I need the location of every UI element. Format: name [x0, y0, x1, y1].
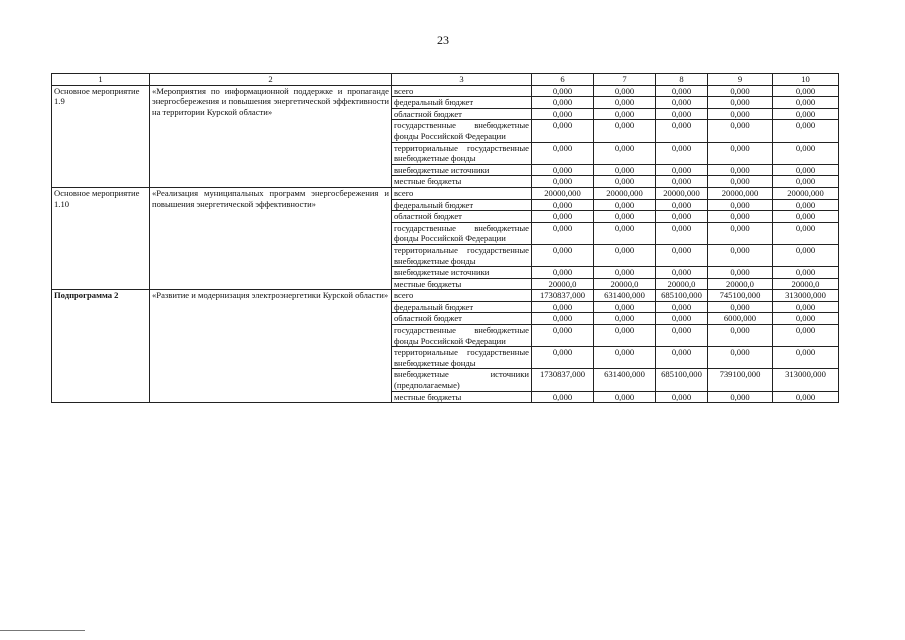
funding-source-cell: федеральный бюджет: [392, 97, 532, 109]
amount-cell: 0,000: [594, 267, 656, 279]
amount-cell: 0,000: [532, 313, 594, 325]
amount-cell: 20000,0: [532, 278, 594, 290]
amount-cell: 6000,000: [708, 313, 773, 325]
amount-cell: 0,000: [594, 211, 656, 223]
amount-cell: 0,000: [532, 301, 594, 313]
funding-source-cell: местные бюджеты: [392, 176, 532, 188]
amount-cell: 20000,000: [532, 187, 594, 199]
measure-description-cell: «Развитие и модернизация электроэнергетики Курской области»: [150, 290, 392, 403]
amount-cell: 1730837,000: [532, 290, 594, 302]
amount-cell: 0,000: [594, 313, 656, 325]
amount-cell: 0,000: [532, 199, 594, 211]
amount-cell: 0,000: [656, 176, 708, 188]
header-row: [52, 74, 839, 86]
amount-cell: 0,000: [656, 142, 708, 164]
amount-cell: 0,000: [773, 199, 839, 211]
amount-cell: 0,000: [594, 244, 656, 266]
amount-cell: 0,000: [532, 97, 594, 109]
amount-cell: 0,000: [532, 325, 594, 347]
amount-cell: 0,000: [656, 391, 708, 403]
amount-cell: 0,000: [532, 211, 594, 223]
amount-cell: 0,000: [773, 222, 839, 244]
funding-source-cell: всего: [392, 187, 532, 199]
amount-cell: 0,000: [708, 347, 773, 369]
amount-cell: 0,000: [656, 222, 708, 244]
amount-cell: 0,000: [532, 164, 594, 176]
amount-cell: 0,000: [656, 199, 708, 211]
funding-source-cell: всего: [392, 290, 532, 302]
measure-name-cell: Основное мероприятие 1.9: [52, 85, 150, 187]
amount-cell: 0,000: [708, 85, 773, 97]
budget-table-body: [52, 85, 839, 403]
amount-cell: 0,000: [708, 211, 773, 223]
amount-cell: 0,000: [532, 108, 594, 120]
amount-cell: 20000,0: [773, 278, 839, 290]
amount-cell: 20000,0: [708, 278, 773, 290]
amount-cell: 0,000: [656, 313, 708, 325]
amount-cell: 0,000: [594, 199, 656, 211]
amount-cell: 685100,000: [656, 369, 708, 391]
amount-cell: 0,000: [594, 97, 656, 109]
amount-cell: 0,000: [594, 142, 656, 164]
funding-source-cell: всего: [392, 85, 532, 97]
amount-cell: 0,000: [773, 244, 839, 266]
amount-cell: 0,000: [594, 347, 656, 369]
amount-cell: 0,000: [773, 267, 839, 279]
amount-cell: 0,000: [656, 108, 708, 120]
amount-cell: 0,000: [708, 199, 773, 211]
measure-name-cell: Подпрограмма 2: [52, 290, 150, 403]
funding-source-cell: территориальные государственные внебюджетные фонды: [392, 244, 532, 266]
funding-source-cell: федеральный бюджет: [392, 301, 532, 313]
amount-cell: 1730837,000: [532, 369, 594, 391]
amount-cell: 0,000: [708, 325, 773, 347]
funding-source-cell: территориальные государственные внебюджетные фонды: [392, 142, 532, 164]
amount-cell: 0,000: [708, 301, 773, 313]
header-cell-col10: 10: [773, 74, 839, 86]
funding-source-cell: областной бюджет: [392, 313, 532, 325]
amount-cell: 0,000: [773, 108, 839, 120]
amount-cell: 0,000: [656, 325, 708, 347]
amount-cell: 0,000: [708, 176, 773, 188]
funding-source-cell: областной бюджет: [392, 108, 532, 120]
funding-source-cell: государственные внебюджетные фонды Российской Федерации: [392, 120, 532, 142]
amount-cell: 0,000: [594, 301, 656, 313]
amount-cell: 631400,000: [594, 290, 656, 302]
amount-cell: 0,000: [708, 120, 773, 142]
amount-cell: 0,000: [656, 347, 708, 369]
amount-cell: 0,000: [532, 120, 594, 142]
amount-cell: 0,000: [532, 391, 594, 403]
amount-cell: 0,000: [773, 301, 839, 313]
amount-cell: 0,000: [532, 244, 594, 266]
header-cell-col3: 3: [392, 74, 532, 86]
amount-cell: 0,000: [773, 120, 839, 142]
header-cell-col9: 9: [708, 74, 773, 86]
amount-cell: 0,000: [773, 176, 839, 188]
amount-cell: 20000,0: [594, 278, 656, 290]
amount-cell: 0,000: [656, 301, 708, 313]
amount-cell: 0,000: [773, 325, 839, 347]
amount-cell: 0,000: [773, 164, 839, 176]
amount-cell: 0,000: [656, 211, 708, 223]
amount-cell: 745100,000: [708, 290, 773, 302]
amount-cell: 739100,000: [708, 369, 773, 391]
amount-cell: 0,000: [656, 97, 708, 109]
amount-cell: 0,000: [708, 108, 773, 120]
amount-cell: 0,000: [532, 176, 594, 188]
amount-cell: 0,000: [594, 85, 656, 97]
amount-cell: 0,000: [656, 267, 708, 279]
amount-cell: 0,000: [708, 222, 773, 244]
amount-cell: 0,000: [594, 325, 656, 347]
amount-cell: 0,000: [594, 108, 656, 120]
header-cell-col8: 8: [656, 74, 708, 86]
footer-rule: [0, 630, 85, 631]
amount-cell: 0,000: [708, 244, 773, 266]
amount-cell: 0,000: [594, 222, 656, 244]
amount-cell: 20000,000: [773, 187, 839, 199]
funding-source-cell: государственные внебюджетные фонды Российской Федерации: [392, 222, 532, 244]
amount-cell: 631400,000: [594, 369, 656, 391]
amount-cell: 20000,000: [708, 187, 773, 199]
amount-cell: 313000,000: [773, 369, 839, 391]
amount-cell: 0,000: [532, 267, 594, 279]
header-cell-col1: 1: [52, 74, 150, 86]
amount-cell: 0,000: [708, 142, 773, 164]
funding-source-cell: федеральный бюджет: [392, 199, 532, 211]
table-row: [52, 85, 839, 97]
amount-cell: 0,000: [594, 176, 656, 188]
amount-cell: 0,000: [532, 222, 594, 244]
amount-cell: 20000,000: [594, 187, 656, 199]
funding-source-cell: внебюджетные источники (предполагаемые): [392, 369, 532, 391]
amount-cell: 0,000: [708, 391, 773, 403]
measure-description-cell: «Мероприятия по информационной поддержке и пропаганде энергосбережения и повышения энергетической эффективности на территории Курской области»: [150, 85, 392, 187]
amount-cell: 0,000: [773, 347, 839, 369]
amount-cell: 0,000: [708, 267, 773, 279]
table-row: [52, 290, 839, 302]
amount-cell: 0,000: [773, 211, 839, 223]
funding-source-cell: областной бюджет: [392, 211, 532, 223]
funding-source-cell: территориальные государственные внебюджетные фонды: [392, 347, 532, 369]
funding-source-cell: государственные внебюджетные фонды Российской Федерации: [392, 325, 532, 347]
amount-cell: 20000,000: [656, 187, 708, 199]
amount-cell: 20000,0: [656, 278, 708, 290]
page-number: 23: [437, 33, 449, 47]
amount-cell: 0,000: [532, 347, 594, 369]
funding-source-cell: местные бюджеты: [392, 391, 532, 403]
amount-cell: 313000,000: [773, 290, 839, 302]
budget-table: [51, 73, 839, 403]
header-cell-col7: 7: [594, 74, 656, 86]
funding-source-cell: внебюджетные источники: [392, 164, 532, 176]
table-row: [52, 187, 839, 199]
amount-cell: 0,000: [594, 164, 656, 176]
funding-source-cell: местные бюджеты: [392, 278, 532, 290]
header-cell-col2: 2: [150, 74, 392, 86]
amount-cell: 0,000: [594, 391, 656, 403]
amount-cell: 0,000: [532, 85, 594, 97]
measure-description-cell: «Реализация муниципальных программ энергосбережения и повышения энергетической эффективности»: [150, 187, 392, 289]
amount-cell: 0,000: [773, 85, 839, 97]
header-cell-col6: 6: [532, 74, 594, 86]
amount-cell: 0,000: [708, 164, 773, 176]
amount-cell: 0,000: [708, 97, 773, 109]
amount-cell: 0,000: [656, 120, 708, 142]
amount-cell: 0,000: [532, 142, 594, 164]
amount-cell: 0,000: [773, 313, 839, 325]
measure-name-cell: Основное мероприятие 1.10: [52, 187, 150, 289]
amount-cell: 0,000: [656, 164, 708, 176]
amount-cell: 0,000: [656, 85, 708, 97]
amount-cell: 685100,000: [656, 290, 708, 302]
amount-cell: 0,000: [773, 97, 839, 109]
funding-source-cell: внебюджетные источники: [392, 267, 532, 279]
amount-cell: 0,000: [656, 244, 708, 266]
amount-cell: 0,000: [773, 391, 839, 403]
amount-cell: 0,000: [594, 120, 656, 142]
amount-cell: 0,000: [773, 142, 839, 164]
